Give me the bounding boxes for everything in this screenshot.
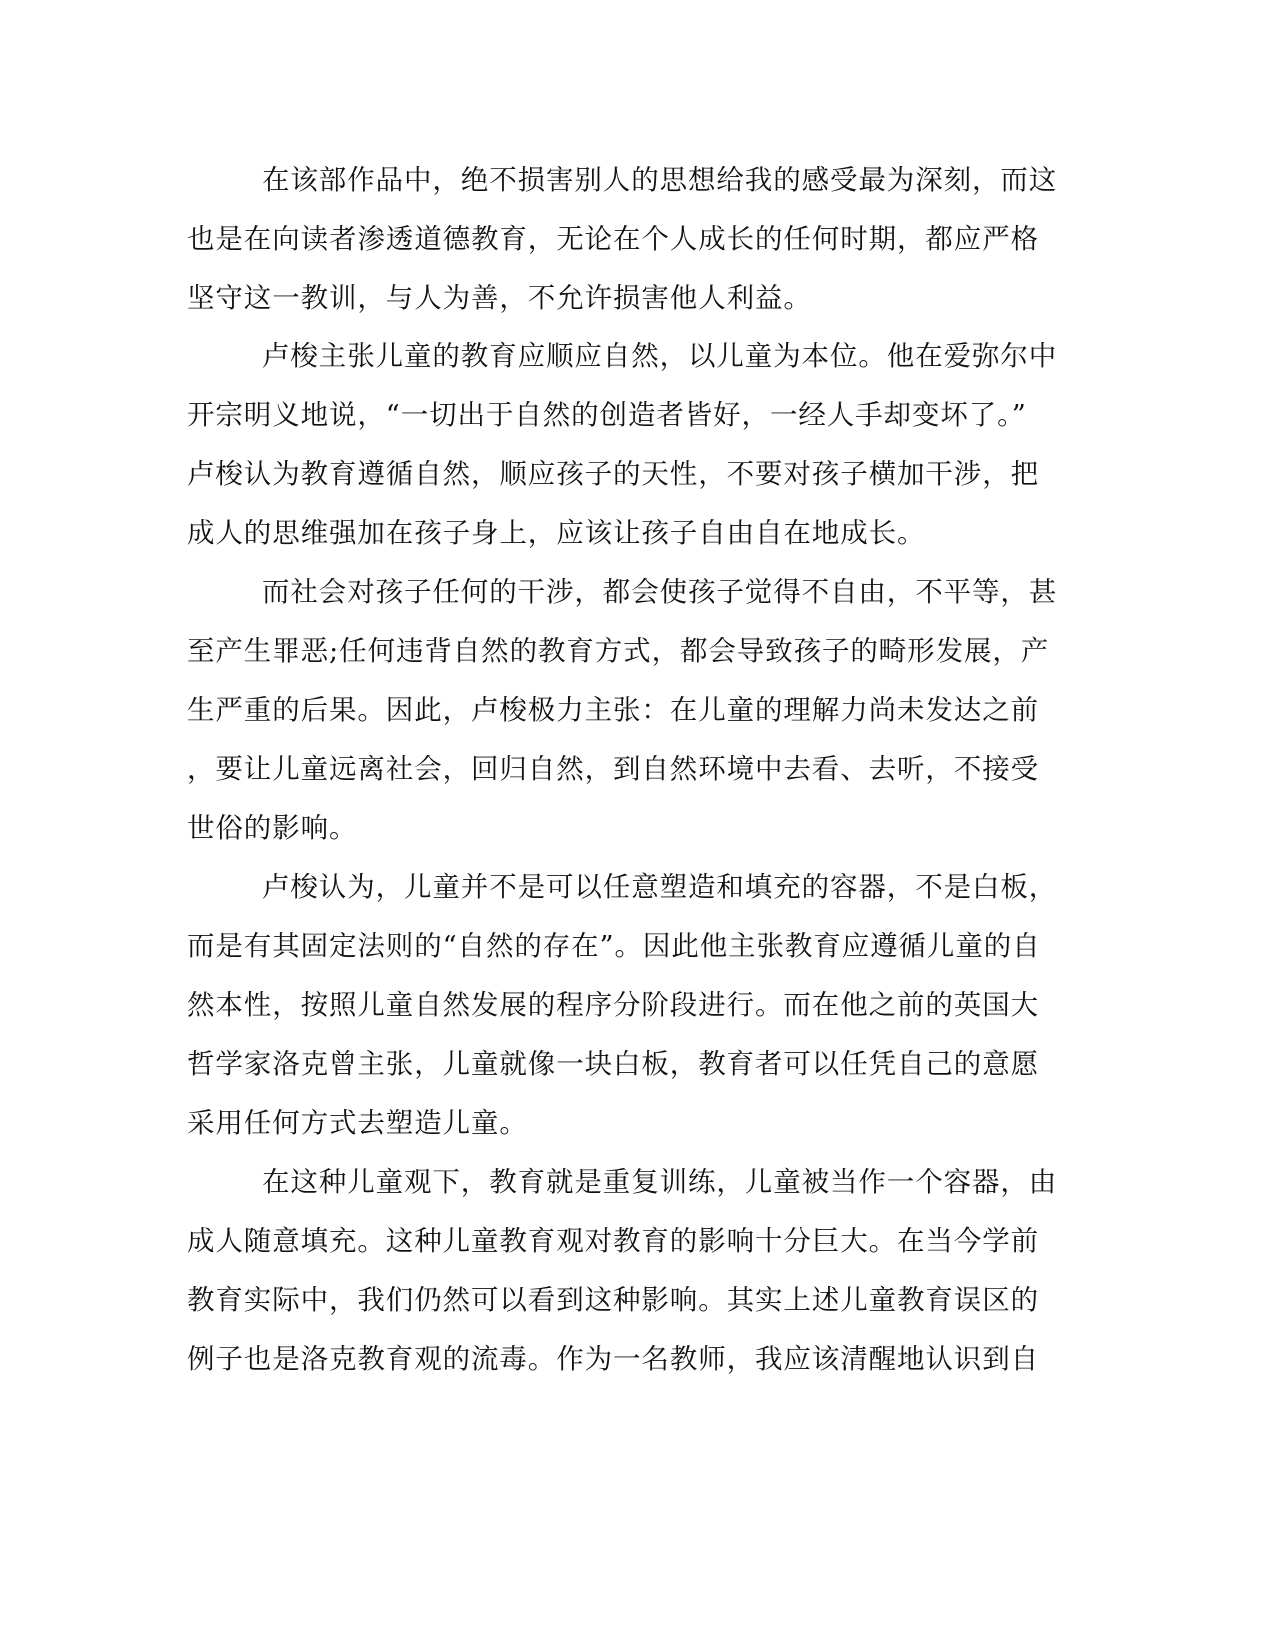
- paragraph-2-line-2: 开宗明义地说，“一切出于自然的创造者皆好，一经人手却变坏了。”: [187, 399, 1027, 431]
- paragraph-1-line-2: 也是在向读者渗透道德教育，无论在个人成长的任何时期，都应严格: [187, 223, 1039, 255]
- paragraph-5-line-3: 教育实际中，我们仍然可以看到这种影响。其实上述儿童教育误区的: [187, 1284, 1039, 1316]
- paragraph-4-line-1: 卢梭认为，儿童并不是可以任意塑造和填充的容器，不是白板，: [262, 871, 1058, 903]
- paragraph-1-line-1: 在该部作品中，绝不损害别人的思想给我的感受最为深刻，而这: [262, 164, 1058, 196]
- paragraph-4-line-5: 采用任何方式去塑造儿童。: [187, 1107, 528, 1139]
- paragraph-4-line-4: 哲学家洛克曾主张，儿童就像一块白板，教育者可以任凭自己的意愿: [187, 1048, 1039, 1080]
- paragraph-3-line-3: 生严重的后果。因此，卢梭极力主张：在儿童的理解力尚未发达之前: [187, 694, 1039, 726]
- paragraph-2-line-4: 成人的思维强加在孩子身上，应该让孩子自由自在地成长。: [187, 517, 926, 549]
- paragraph-2-line-1: 卢梭主张儿童的教育应顺应自然，以儿童为本位。他在爱弥尔中: [262, 340, 1058, 372]
- paragraph-5-line-4: 例子也是洛克教育观的流毒。作为一名教师，我应该清醒地认识到自: [187, 1343, 1039, 1375]
- paragraph-5-line-1: 在这种儿童观下，教育就是重复训练，儿童被当作一个容器，由: [262, 1166, 1058, 1198]
- paragraph-2-line-3: 卢梭认为教育遵循自然，顺应孩子的天性，不要对孩子横加干涉，把: [187, 458, 1039, 490]
- paragraph-3-line-2: 至产生罪恶;任何违背自然的教育方式，都会导致孩子的畸形发展，产: [187, 635, 1050, 667]
- paragraph-3-line-5: 世俗的影响。: [187, 812, 358, 844]
- paragraph-5-line-2: 成人随意填充。这种儿童教育观对教育的影响十分巨大。在当今学前: [187, 1225, 1039, 1257]
- paragraph-4-line-2: 而是有其固定法则的“自然的存在”。因此他主张教育应遵循儿童的自: [187, 930, 1041, 962]
- paragraph-3-line-4: ，要让儿童远离社会，回归自然，到自然环境中去看、去听，不接受: [187, 753, 1039, 785]
- paragraph-1-line-3: 坚守这一教训，与人为善，不允许损害他人利益。: [187, 282, 812, 314]
- paragraph-4-line-3: 然本性，按照儿童自然发展的程序分阶段进行。而在他之前的英国大: [187, 989, 1039, 1021]
- paragraph-3-line-1: 而社会对孩子任何的干涉，都会使孩子觉得不自由，不平等，甚: [262, 576, 1058, 608]
